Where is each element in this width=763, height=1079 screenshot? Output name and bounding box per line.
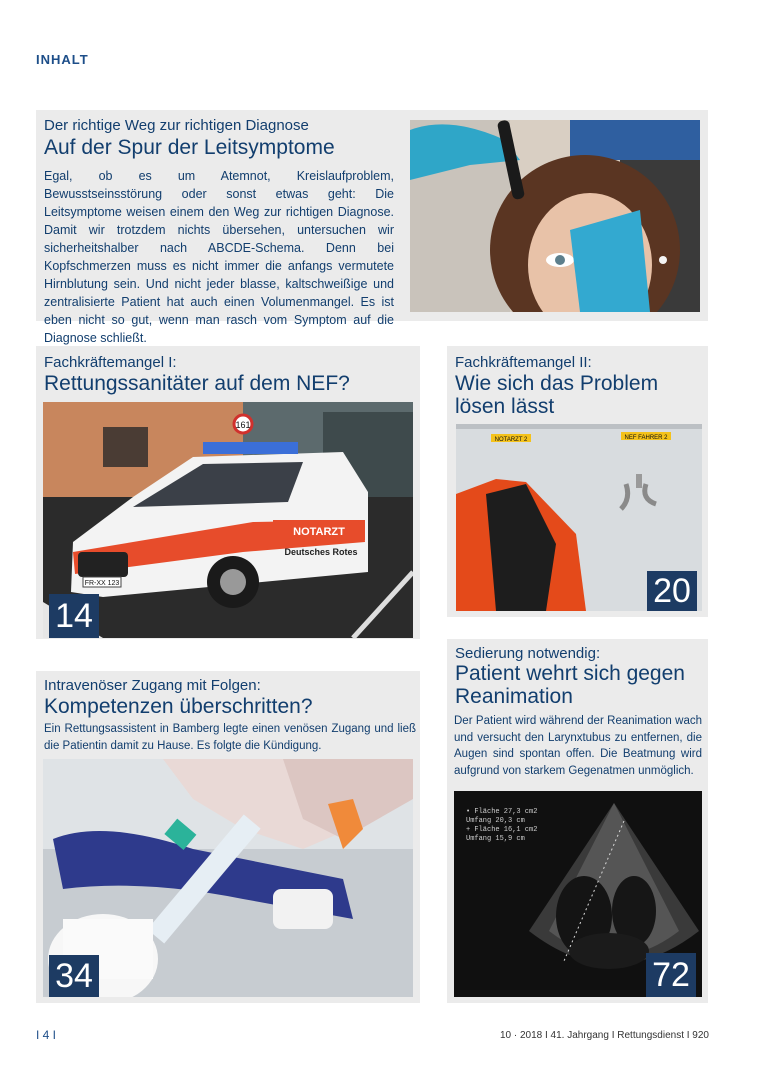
article-kompetenzen[interactable] xyxy=(36,671,420,1003)
hook-label-2: NEF FAHRER 2 xyxy=(624,435,668,441)
article-kicker: Fachkräftemangel II: xyxy=(455,354,592,371)
page-number-badge[interactable]: 20 xyxy=(647,571,697,611)
article-kicker: Intravenöser Zugang mit Folgen: xyxy=(44,677,261,694)
photo-eye-exam xyxy=(410,120,700,312)
page-number-badge[interactable]: 14 xyxy=(49,594,99,638)
car-notarzt-text: NOTARZT xyxy=(293,526,345,538)
article-title-line-2: lösen lässt xyxy=(455,395,555,418)
article-title-line-1: Wie sich das Problem xyxy=(455,372,659,395)
article-problem-loesen[interactable] xyxy=(447,346,708,617)
ultrasound-line-4: Umfang 15,9 cm xyxy=(466,835,525,843)
car-plate-text: FR-XX 123 xyxy=(84,580,120,587)
footer-page-number: I 4 I xyxy=(36,1028,57,1042)
photo-notarzt-car xyxy=(43,402,413,638)
article-title: Kompetenzen überschritten? xyxy=(44,695,313,718)
article-title-line-2: Reanimation xyxy=(455,685,573,708)
article-reanimation[interactable] xyxy=(447,639,708,1003)
page-number-badge[interactable]: 72 xyxy=(646,953,696,997)
section-label: INHALT xyxy=(36,52,89,67)
article-title-line-1: Patient wehrt sich gegen xyxy=(455,662,685,685)
article-rettungssanitaeter[interactable] xyxy=(36,346,420,639)
article-kicker: Der richtige Weg zur richtigen Diagnose xyxy=(44,117,309,134)
article-kicker: Fachkräftemangel I: xyxy=(44,354,177,371)
ultrasound-line-3: + Fläche 16,1 cm2 xyxy=(466,826,538,834)
ultrasound-line-1: • Fläche 27,3 cm2 xyxy=(466,808,538,816)
sign-text: 161 xyxy=(235,420,251,430)
article-leitsymptome[interactable] xyxy=(36,110,708,345)
article-title: Auf der Spur der Leitsymptome xyxy=(44,136,335,159)
article-body: Ein Rettungsassistent in Bamberg legte einen venösen Zugang und ließ die Patientin damit zu Hause. Es folgte die Kündigung. xyxy=(44,723,416,752)
ultrasound-line-2: Umfang 20,3 cm xyxy=(466,817,525,825)
article-title: Rettungssanitäter auf dem NEF? xyxy=(44,372,350,395)
car-org-text: Deutsches Rotes xyxy=(284,547,358,557)
photo-coat-hooks xyxy=(456,424,702,611)
page-number-badge[interactable]: 34 xyxy=(49,955,99,997)
photo-ultrasound xyxy=(454,791,702,997)
article-body: Der Patient wird während der Reanimation wach und versucht den Larynxtubus zu entfernen, die Augen sind spontan offen. Die Beatmung wird aufgrund von starkem Gegenatmen unmöglich. xyxy=(454,715,702,777)
article-body: Egal, ob es um Atemnot, Kreislaufproblem, Bewusstseinsstörung oder sonst etwas geht: Die Leitsymptome weisen einem den Weg zur richtigen Diagnose. Damit wir trotzdem nichts übersehen, untersuchen wir sicherheitshalber nach ABCDE-Schema. Denn bei Kopfschmerzen muss es nicht immer die anfangs vermutete Hirnblutung sein. Und nicht jeder blasse, kaltschweißige und zentralisierte Patient hat auch einen Volumenmangel. Es ist eben nicht so gut, wenn man rasch vom Symptom auf die Diagnose schließt. xyxy=(44,169,394,345)
article-kicker: Sedierung notwendig: xyxy=(455,645,601,662)
footer-issue-info: 10 · 2018 I 41. Jahrgang I Rettungsdienst I 920 xyxy=(499,1030,709,1041)
photo-venous-access xyxy=(43,759,413,997)
hook-label-1: NOTARZT 2 xyxy=(494,437,528,443)
